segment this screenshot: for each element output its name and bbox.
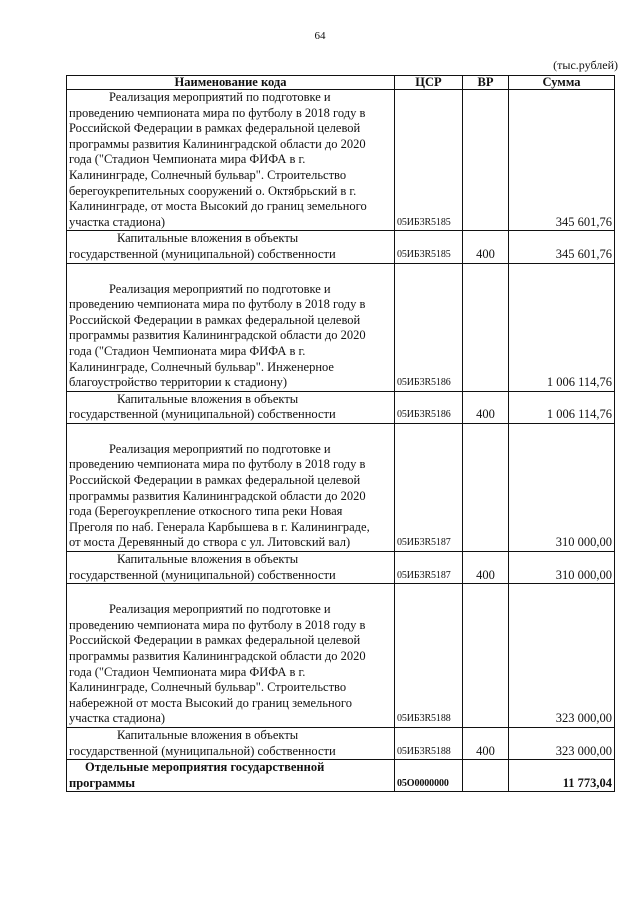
row-name-cell: Капитальные вложения в объекты государственной (муниципальной) собственности	[67, 727, 395, 759]
row-vr-cell	[463, 760, 509, 792]
row-vr-cell: 400	[463, 552, 509, 584]
row-vr-cell: 400	[463, 727, 509, 759]
row-sum-cell: 323 000,00	[509, 727, 615, 759]
header-csr: ЦСР	[395, 76, 463, 90]
table-row	[67, 263, 615, 391]
row-vr-cell	[463, 584, 509, 728]
row-csr-cell: 05ИБ3R5186	[395, 263, 463, 391]
row-vr-cell: 400	[463, 391, 509, 423]
row-name-cell: Реализация мероприятий по подготовке и проведению чемпионата мира по футболу в 2018 году в Российской Федерации в рамках федеральной целевой программы развития Калининградской области до 2020 года ("Стадион Чемпионата мира ФИФА в г. Калининграде, Солнечный бульвар". Строительство набережной от моста Высокий до границ земельного участка стадиона)	[67, 584, 395, 728]
row-vr-cell	[463, 423, 509, 551]
row-name-cell: Отдельные мероприятия государственной программы	[67, 760, 395, 792]
table-row	[67, 90, 615, 231]
table-row	[67, 552, 615, 584]
row-name-cell: Реализация мероприятий по подготовке и проведению чемпионата мира по футболу в 2018 году в Российской Федерации в рамках федеральной целевой программы развития Калининградской области до 2020 года ("Стадион Чемпионата мира ФИФА в г. Калининграде, Солнечный бульвар". Строительство берегоукрепительных сооружений о. Октябрьский в г. Калининграде, от моста Высокий до границ земельного участка стадиона)	[67, 90, 395, 231]
row-name-cell: Капитальные вложения в объекты государственной (муниципальной) собственности	[67, 231, 395, 263]
row-csr-cell: 05ИБ3R5185	[395, 231, 463, 263]
header-name: Наименование кода	[67, 76, 395, 90]
row-sum-cell: 1 006 114,76	[509, 391, 615, 423]
row-csr-cell: 05ИБ3R5188	[395, 727, 463, 759]
row-vr-cell: 400	[463, 231, 509, 263]
table-row	[67, 760, 615, 792]
table-row	[67, 423, 615, 551]
table-row	[67, 584, 615, 728]
row-name-cell: Капитальные вложения в объекты государственной (муниципальной) собственности	[67, 391, 395, 423]
row-sum-cell: 310 000,00	[509, 552, 615, 584]
row-csr-cell: 05ИБ3R5187	[395, 552, 463, 584]
row-sum-cell: 1 006 114,76	[509, 263, 615, 391]
header-sum: Сумма	[509, 76, 615, 90]
row-csr-cell: 05О0000000	[395, 760, 463, 792]
table-row	[67, 391, 615, 423]
table-row	[67, 231, 615, 263]
row-csr-cell: 05ИБ3R5186	[395, 391, 463, 423]
row-name-cell: Капитальные вложения в объекты государственной (муниципальной) собственности	[67, 552, 395, 584]
header-vr: ВР	[463, 76, 509, 90]
table-header-row	[67, 76, 615, 90]
row-sum-cell: 345 601,76	[509, 231, 615, 263]
row-name-cell: Реализация мероприятий по подготовке и проведению чемпионата мира по футболу в 2018 году в Российской Федерации в рамках федеральной целевой программы развития Калининградской области до 2020 года ("Стадион Чемпионата мира ФИФА в г. Калининграде, Солнечный бульвар". Инженерное благоустройство территории к стадиону)	[67, 263, 395, 391]
row-vr-cell	[463, 263, 509, 391]
units-label: (тыс.рублей)	[553, 58, 618, 72]
row-csr-cell: 05ИБ3R5188	[395, 584, 463, 728]
row-vr-cell	[463, 90, 509, 231]
budget-table	[66, 75, 615, 792]
row-csr-cell: 05ИБ3R5187	[395, 423, 463, 551]
table-row	[67, 727, 615, 759]
row-sum-cell: 11 773,04	[509, 760, 615, 792]
page-number: 64	[314, 30, 326, 42]
row-sum-cell: 310 000,00	[509, 423, 615, 551]
row-sum-cell: 323 000,00	[509, 584, 615, 728]
row-name-cell: Реализация мероприятий по подготовке и проведению чемпионата мира по футболу в 2018 году в Российской Федерации в рамках федеральной целевой программы развития Калининградской области до 2020 года (Берегоукрепление откосного типа реки Новая Преголя по наб. Генерала Карбышева в г. Калининграде, от моста Деревянный до створа с ул. Литовский вал)	[67, 423, 395, 551]
row-csr-cell: 05ИБ3R5185	[395, 90, 463, 231]
row-sum-cell: 345 601,76	[509, 90, 615, 231]
